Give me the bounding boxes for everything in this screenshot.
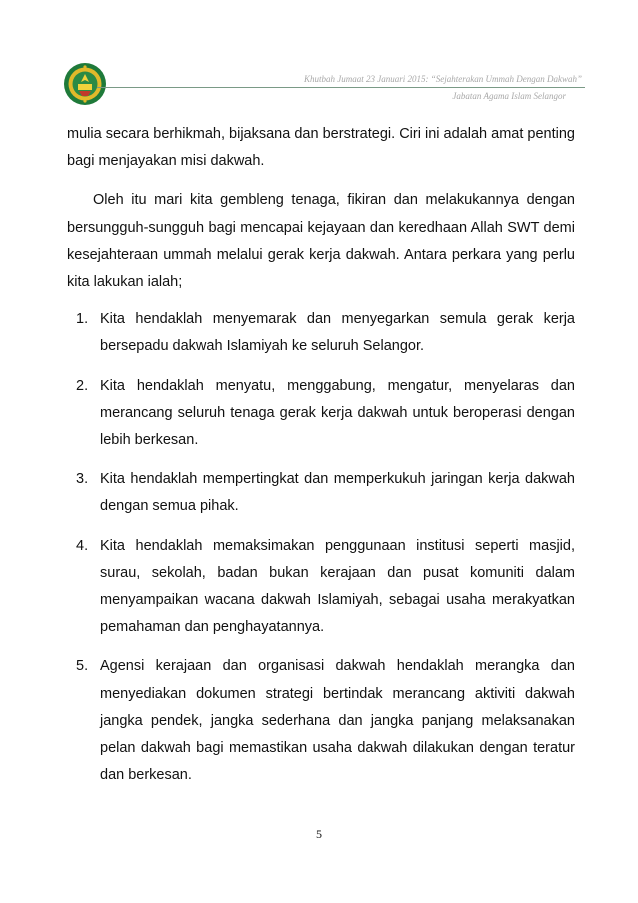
list-item-number: 5. xyxy=(76,658,89,675)
list-item-text: Kita hendaklah mempertingkat dan memperkukuh jaringan kerja dakwah dengan semua pihak. xyxy=(100,471,575,515)
paragraph-2: Oleh itu mari kita gembleng tenaga, fikiran dan melakukannya dengan bersungguh-sungguh bagi mencapai kejayaan dan keredhaan Allah SWT demi kesejahteraan ummah melalui gerak kerja dakwah. Antara perkara yang perlu kita lakukan ialah; xyxy=(67,192,575,291)
list-item-text: Kita hendaklah memaksimakan penggunaan institusi seperti masjid, surau, sekolah, badan bukan kerajaan dan pusat komuniti dalam menyampaikan wacana dakwah Islamiyah, sebagai usaha merakyatkan pemahaman dan penghayatannya. xyxy=(100,537,575,636)
header-title: Khutbah Jumaat 23 Januari 2015: “Sejahterakan Ummah Dengan Dakwah” xyxy=(304,74,582,84)
list-item xyxy=(67,533,575,642)
list-item xyxy=(67,373,575,455)
header-subtitle: Jabatan Agama Islam Selangor xyxy=(452,91,566,101)
list-item-text: Kita hendaklah menyatu, menggabung, mengatur, menyelaras dan merancang seluruh tenaga gerak kerja dakwah untuk beroperasi dengan lebih berkesan. xyxy=(100,377,575,449)
page-number: 5 xyxy=(316,827,322,841)
paragraph-1: mulia secara berhikmah, bijaksana dan berstrategi. Ciri ini adalah amat penting bagi menjayakan misi dakwah. xyxy=(67,126,575,170)
list-item-number: 2. xyxy=(76,377,89,394)
list-item-text: Kita hendaklah menyemarak dan menyegarkan semula gerak kerja bersepadu dakwah Islamiyah ke seluruh Selangor. xyxy=(100,311,575,355)
list-item-text: Agensi kerajaan dan organisasi dakwah hendaklah merangka dan menyediakan dokumen strategi bertindak merancang aktiviti dakwah jangka pendek, jangka sederhana dan jangka panjang melaksanakan pelan dakwah bagi memastikan usaha dakwah dilakukan dengan teratur dan berkesan. xyxy=(100,658,575,784)
action-list xyxy=(67,306,575,789)
state-crest-icon xyxy=(63,62,107,106)
list-item-number: 3. xyxy=(76,471,89,488)
list-item xyxy=(67,466,575,520)
header-rule xyxy=(97,87,585,88)
list-item xyxy=(67,653,575,789)
list-item-number: 4. xyxy=(76,537,89,554)
page-body xyxy=(67,121,575,801)
list-item-number: 1. xyxy=(76,311,89,328)
list-item xyxy=(67,306,575,360)
